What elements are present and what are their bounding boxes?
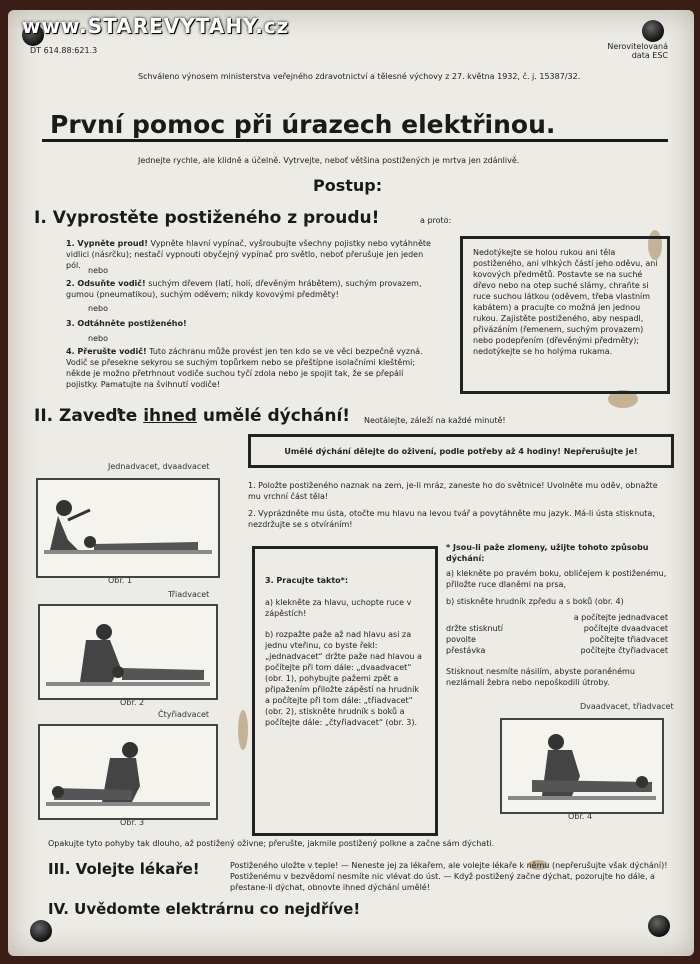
figure-2-label: Třiadvacet: [168, 590, 210, 599]
count-word: a počítejte jednadvacet: [573, 613, 668, 622]
section-2-heading-c: umělé dýchání!: [202, 406, 351, 426]
count-word: počítejte třiadvacet: [589, 635, 668, 644]
watermark-text: www.STAREVYTAHY.cz: [22, 14, 290, 38]
method-box: [252, 546, 438, 836]
repeat-instruction: Opakujte tyto pohyby tak dlouho, až postižený oživne; přerušte, jakmile postižený polkne a začne sám dýchati.: [48, 839, 495, 848]
step-1-1-text: Vypněte hlavní vypínač, vyšroubujte všechny pojistky nebo vytáhněte vidlici (násrčku); nestačí vypnouti obyčejný vypínač pro světlo, neboť přerušuje jen jeden pól.: [66, 239, 431, 270]
step-1-4-text: Tuto záchranu může provést jen ten kdo se ve věci bezpečně vyzná. Vodič se přesekne sekyrou se suchým topůrkem nebo se přeštípne isolačními kleštěmi; někde je možno přetrhnout vodiče suchou tyčí zdola nebo je spojit tak, že se přepálí pojistky. Pamatujte na švihnutí vodiče!: [66, 347, 423, 389]
screw-bottom-right: [648, 915, 670, 937]
step-1-2: [66, 278, 438, 300]
method-title: 3. Pracujte takto*:: [265, 576, 349, 585]
figure-3-caption: Obr. 3: [120, 818, 145, 827]
step-1-4-label: 4. Přerušte vodič!: [66, 347, 147, 356]
count-row: [446, 634, 668, 645]
step-1-1-label: 1. Vypněte proud!: [66, 239, 148, 248]
screw-bottom-left: [30, 920, 52, 942]
section-2-suffix: Neotálejte, záleží na každé minutě!: [364, 416, 506, 425]
section-1-suffix: a proto:: [420, 216, 452, 225]
caution-text: Stisknout nesmíte násilím, abyste poraněnému nezlámali žebra nebo nepoškodili útroby.: [446, 667, 635, 687]
figure-3-illustration: [38, 724, 218, 820]
nebo-1: nebo: [88, 266, 108, 275]
count-action: držte stisknutí: [446, 624, 503, 633]
nebo-2: nebo: [88, 304, 108, 313]
count-row: [446, 623, 668, 634]
figure-4-illustration: [500, 718, 664, 814]
banner-text: Umělé dýchání dělejte do oživení, podle potřeby až 4 hodiny! Nepřerušujte je!: [284, 447, 638, 456]
section-3-heading: III. Volejte lékaře!: [48, 860, 200, 878]
count-action: povolte: [446, 635, 476, 644]
header-right-note: Nerovitelovaná data ESC: [607, 42, 668, 60]
section-2-heading: [34, 406, 350, 426]
figure-1-label: Jednadvacet, dvaadvacet: [108, 462, 210, 471]
figure-3-label: Čtyřiadvacet: [158, 710, 210, 719]
title-rule: [42, 139, 668, 142]
count-action: přestávka: [446, 646, 486, 655]
figure-4-label: Dvaadvacet, třiadvacet: [580, 702, 674, 711]
alternative-title: * Jsou-li paže zlomeny, užijte tohoto způsobu dýchání:: [446, 543, 649, 563]
figure-4-caption: Obr. 4: [568, 812, 593, 821]
alternative-a: a) klekněte po pravém boku, obličejem k postiženému, přiložte ruce dlaněmi na prsa,: [446, 569, 667, 589]
figure-1-illustration: [36, 478, 220, 578]
step-1-1: [66, 238, 438, 271]
step-1-4: [66, 346, 438, 390]
approval-note: Schváleno výnosem ministerstva veřejného zdravotnictví a tělesné výchovy z 27. května 1932, č. j. 15387/32.: [138, 72, 581, 81]
screw-top-right: [642, 20, 664, 42]
figure-1-caption: Obr. 1: [108, 576, 133, 585]
step-1-3-label: 3. Odtáhněte postiženého!: [66, 319, 187, 328]
postup-heading: Postup:: [313, 176, 383, 195]
warning-box-text: Nedotýkejte se holou rukou ani těla postiženého, ani vlhkých částí jeho oděvu, ani kovových předmětů. Postavte se na suché dřevo nebo na otep suché slámy, chraňte si ruce suchou látkou (oděvem, třeba vlastním kabátem) a pracujte co možná jen jednou rukou. Zajistěte postiženého, aby nespadl, přivázáním (řemenem, suchým provazem) nebo podepřením (dřevěnými předměty); nedotýkejte se ho holýma rukama.: [473, 248, 658, 356]
section-3-text: Postiženého uložte v teple! — Neneste jej za lékařem, ale volejte lékaře k němu (nepřerušujte však dýchání)! Postiženému v bezvědomí nesmíte nic vlévat do úst. — Když postižený začne dýchat, pozorujte ho dále, a přestane-li dýchat, obnovte ihned dýchání umělé!: [230, 861, 668, 892]
nebo-3: nebo: [88, 334, 108, 343]
count-word: počítejte dvaadvacet: [583, 624, 668, 633]
method-b: b) rozpažte paže až nad hlavu asi za jednu vteřinu, co byste řekl: „jednadvacet“ držte paže nad hlavou a počítejte při tom dále: „dvaadvacet“ (obr. 1), pohybujte pažemi zpět a připažením přiložte zápěstí na hrudník a počítejte při tom dále: „třiadvacet“ (obr. 2), stiskněte hrudník s boků a počítejte dále: „čtyřiadvacet“ (obr. 3).: [265, 630, 422, 727]
document-code: DT 614.88:621.3: [30, 46, 98, 55]
enamel-sign: [8, 10, 694, 956]
step-2-2: 2. Vyprázdněte mu ústa, otočte mu hlavu na levou tvář a povytáhněte mu jazyk. Má-li ústa stisknuta, nezdržujte se s otvíráním!: [248, 509, 655, 529]
step-2-1: 1. Položte postiženého naznak na zem, je-li mráz, zaneste ho do světnice! Uvolněte mu oděv, obnažte mu vrchní část těla!: [248, 481, 658, 501]
step-1-2-label: 2. Odsuňte vodič!: [66, 279, 146, 288]
section-2-heading-ihned: ihned: [143, 406, 197, 426]
figure-2-caption: Obr. 2: [120, 698, 145, 707]
banner-box: [248, 434, 674, 468]
step-1-2-text: suchým dřevem (latí, holí, dřevěným hrábětem), suchým provazem, gumou (pneumatikou), suchým oděvem; nikdy kovovými předměty!: [66, 279, 422, 299]
figure-2-illustration: [38, 604, 218, 700]
section-4-heading: IV. Uvědomte elektrárnu co nejdříve!: [48, 900, 361, 918]
page-title: První pomoc při úrazech elektřinou.: [50, 110, 556, 139]
method-a: a) klekněte za hlavu, uchopte ruce v zápěstích!: [265, 598, 412, 618]
section-1-heading: I. Vyprostěte postiženého z proudu!: [34, 208, 380, 228]
count-word: počítejte čtyřiadvacet: [580, 646, 668, 655]
count-table: [446, 612, 668, 656]
count-row: [446, 612, 668, 623]
count-row: [446, 645, 668, 656]
warning-box: [460, 236, 670, 394]
section-2-heading-a: II. Zaveďte: [34, 406, 138, 426]
step-1-3: [66, 318, 438, 329]
intro-text: Jednejte rychle, ale klidně a účelně. Vytrvejte, neboť většina postižených je mrtva jen zdánlivě.: [138, 156, 520, 165]
alternative-b: b) stiskněte hrudník zpředu a s boků (obr. 4): [446, 597, 624, 606]
